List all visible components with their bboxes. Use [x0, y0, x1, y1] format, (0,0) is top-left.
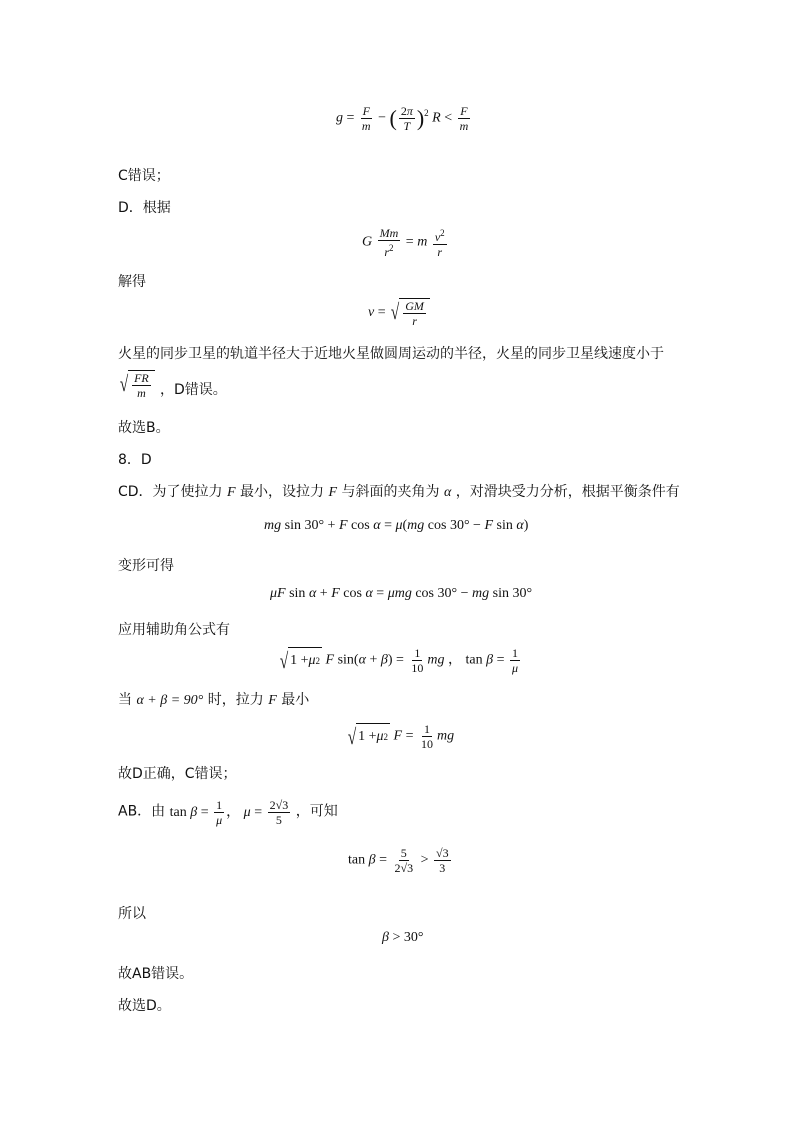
- formula-g-inequality: g = $\frac{F}{m}$ − ( $\frac{2\pi}{T}$ )$^2$ R < $\frac{F}{m}$: [336, 104, 469, 133]
- cd-intro-part-b: 最小，设拉力: [240, 484, 325, 500]
- symbol-f: F: [268, 693, 277, 708]
- formula-equilibrium: mg sin 30° + F cos α = μ(mg cos 30° − F sin α): [264, 518, 529, 533]
- formula-beta-gt-30: β > 30°: [382, 930, 424, 945]
- q8-heading: 8．D: [118, 452, 152, 468]
- formula-rearranged: μF sin α + F cos α = μmg cos 30° − mg sin 30°: [270, 586, 533, 601]
- formula-tan-compare: tan β = $\frac{5}{2√3}$ > $\frac{√3}{3}$: [348, 846, 449, 875]
- solve-text: 解得: [118, 274, 146, 290]
- formula-tan-beta-inline: tan β = $\frac{1}{\mu}$ ， μ = $\frac{2√3}{5}$: [169, 798, 289, 827]
- when-part-a: 当: [118, 692, 132, 708]
- symbol-f: F: [227, 485, 236, 500]
- formula-velocity: v = √ $\frac{GM}{r}$: [368, 298, 430, 328]
- formula-gravitation: G $\frac{Mm}{r^2}$ = m $\frac{v^2}{r}$: [362, 226, 445, 259]
- choose-b-text: 故选B。: [118, 420, 170, 436]
- cd-intro-part-a: CD．为了使拉力: [118, 484, 223, 500]
- d-basis-text: D．根据: [118, 200, 171, 216]
- ab-part-b: ，可知: [295, 803, 338, 820]
- d-correct-text: 故D正确，C错误；: [118, 766, 237, 782]
- d-wrong-text: ，D错误。: [160, 382, 227, 398]
- cd-intro-part-c: 与斜面的夹角为: [341, 484, 440, 500]
- symbol-f: F: [328, 485, 338, 500]
- choose-d-text: 故选D。: [118, 998, 171, 1014]
- when-part-b: 时，拉力: [207, 692, 264, 708]
- mars-paragraph: 火星的同步卫星的轨道半径大于近地火星做圆周运动的半径，火星的同步卫星线速度小于: [118, 346, 664, 362]
- cd-intro-text: [118, 482, 680, 503]
- ab-wrong-text: 故AB错误。: [118, 966, 194, 982]
- formula-auxiliary-angle: √ 1 + μ 2 F sin(α + β) = $\frac{1}{10}$ mg ， tan β = $\frac{1}{\mu}$: [279, 646, 519, 675]
- cd-intro-part-d: ，对滑块受力分析，根据平衡条件有: [455, 484, 680, 500]
- when-text: [118, 690, 309, 711]
- ab-part-a: AB．由: [118, 803, 166, 820]
- symbol-alpha-beta: α + β = 90°: [136, 693, 204, 708]
- when-part-c: 最小: [281, 692, 310, 708]
- so-text: 所以: [118, 906, 146, 922]
- transform-text: 变形可得: [118, 558, 174, 574]
- aux-text: 应用辅助角公式有: [118, 622, 230, 638]
- formula-sqrt-fr-m: √ $\frac{FR}{m}$: [118, 370, 155, 400]
- symbol-alpha: α: [443, 485, 452, 500]
- formula-min-force: √ 1 + μ 2 F = $\frac{1}{10}$ mg: [347, 722, 455, 751]
- ab-text: [118, 798, 338, 827]
- c-wrong-text: C错误；: [118, 168, 170, 184]
